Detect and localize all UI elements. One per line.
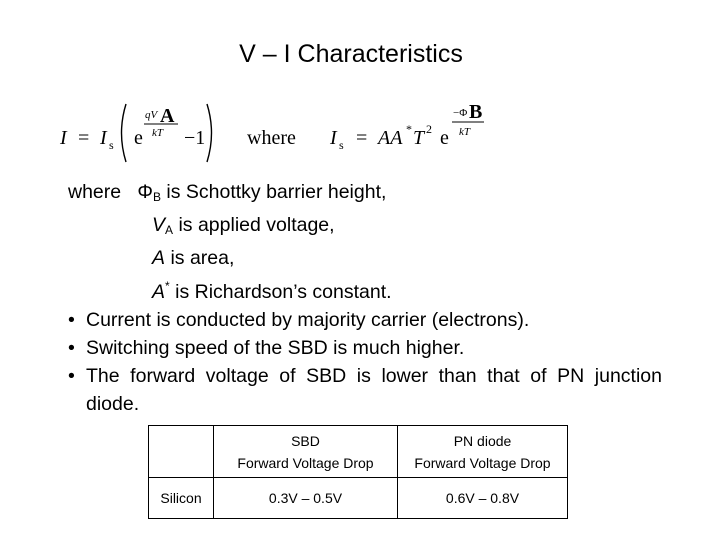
eq-star: * — [406, 122, 412, 136]
va-symbol: V — [152, 214, 166, 236]
va-description: is applied voltage, — [178, 214, 335, 236]
eq-qv-a: A — [160, 105, 175, 127]
header-sbd-line2: Forward Voltage Drop — [237, 454, 374, 471]
eq-exp-e-2: e — [440, 127, 449, 149]
page-title: V – I Characteristics — [239, 40, 463, 68]
eq-qv-numerator: qV — [145, 109, 158, 121]
eq-is-symbol-2: I — [330, 127, 337, 149]
voltage-drop-table — [148, 425, 568, 519]
phi-symbol: Φ — [137, 181, 153, 203]
row-material: Silicon — [149, 478, 214, 519]
eq-exp-e: e — [134, 127, 143, 149]
bullet-dot: • — [68, 337, 75, 359]
eq-kt-denominator-2: kT — [459, 126, 470, 138]
left-paren — [122, 104, 127, 162]
right-paren — [207, 104, 212, 162]
where-label: where — [68, 181, 122, 203]
eq-temperature: T — [413, 127, 425, 149]
equation-graphic — [60, 96, 490, 162]
eq-richardson-a: AA — [378, 127, 403, 149]
definition-richardson — [68, 272, 662, 306]
row-pn-value: 0.6V – 0.8V — [398, 478, 568, 519]
definition-phi — [68, 178, 662, 211]
phi-description: is Schottky barrier height, — [166, 181, 387, 203]
content-body — [68, 178, 662, 418]
area-description: is area, — [170, 247, 235, 269]
phi-subscript: B — [152, 190, 161, 204]
area-symbol: A — [152, 247, 166, 269]
astar-symbol: A — [152, 281, 166, 303]
definition-va — [68, 211, 662, 244]
header-sbd-line1: SBD — [291, 432, 320, 449]
bullet-text: The forward voltage of SBD is lower than that of PN junction diode. — [86, 365, 662, 415]
definition-area — [68, 244, 662, 272]
header-pn-line1: PN diode — [453, 432, 512, 449]
eq-is-subscript-2: s — [339, 138, 344, 152]
comparison-table — [148, 425, 568, 519]
eq-where: where — [247, 127, 296, 149]
bullet-dot: • — [68, 365, 75, 387]
bullet-dot: • — [68, 309, 75, 331]
bullet-text: Switching speed of the SBD is much higher. — [86, 337, 465, 359]
eq-is-subscript: s — [109, 138, 114, 152]
astar-description: is Richardson’s constant. — [175, 281, 392, 303]
row-sbd-value: 0.3V – 0.5V — [214, 478, 398, 519]
bullet-list — [68, 306, 662, 418]
table-row — [149, 478, 568, 519]
header-empty-cell — [149, 426, 214, 478]
bullet-item — [68, 306, 662, 334]
header-sbd — [214, 426, 398, 478]
astar-superscript: * — [165, 279, 170, 293]
eq-current-symbol: I — [60, 127, 67, 149]
bullet-text: Current is conducted by majority carrier (electrons). — [86, 309, 530, 331]
bullet-item — [68, 362, 662, 418]
header-pn — [398, 426, 568, 478]
schottky-current-equation — [60, 96, 490, 162]
eq-squared: 2 — [426, 122, 432, 136]
va-subscript: A — [165, 223, 174, 237]
eq-minus-one: −1 — [184, 127, 206, 149]
table-header-row — [149, 426, 568, 478]
bullet-item — [68, 334, 662, 362]
eq-is-symbol: I — [100, 127, 107, 149]
eq-equals-2: = — [356, 127, 368, 149]
eq-kt-denominator: kT — [152, 127, 163, 139]
eq-equals-1: = — [78, 127, 90, 149]
header-pn-line2: Forward Voltage Drop — [414, 454, 551, 471]
eq-phi-b: B — [469, 101, 483, 123]
eq-phi-numerator: −Φ — [453, 107, 468, 119]
